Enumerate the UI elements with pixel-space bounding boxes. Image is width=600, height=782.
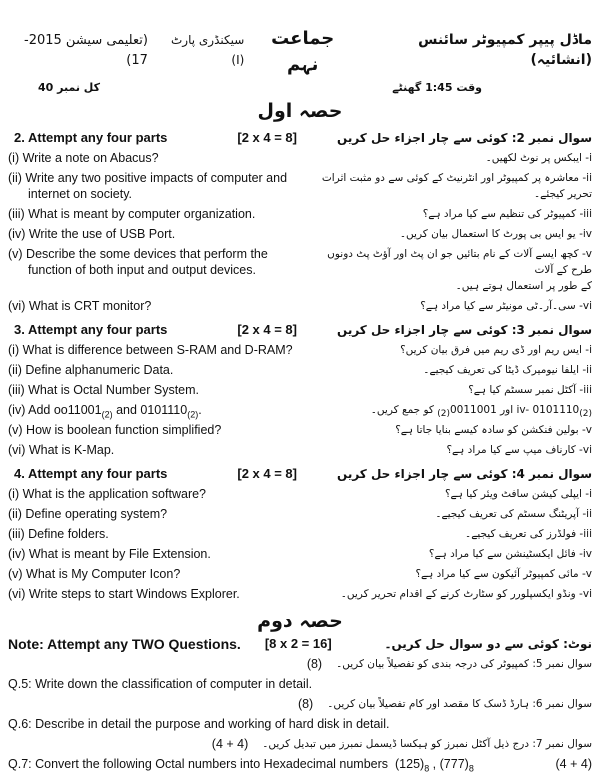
- class-label: جماعت نہم: [271, 28, 335, 75]
- q3-block: [8, 320, 592, 460]
- q3-item-en-cell: [8, 442, 296, 458]
- q3-item-ur: v- بولین فنکشن کو سادہ کیسے بنایا جاتا ہے؟: [395, 424, 592, 436]
- q2-item-ur-cell: [304, 206, 592, 222]
- q2-marks: [2 x 4 = 8]: [237, 130, 297, 145]
- q3-item-en-cell: [8, 342, 296, 358]
- q4-item-en-cell: [8, 586, 296, 602]
- q4-item-ur: i- ایپلی کیشن سافٹ ویئر کیا ہے؟: [444, 488, 592, 500]
- q4-heading-ur: سوال نمبر 4: کوئی سے چار اجزاء حل کریں: [337, 467, 592, 481]
- part1-title: حصہ اول: [257, 100, 343, 122]
- q3-item-en-cell: [8, 382, 296, 398]
- q3-item-row: [8, 360, 592, 380]
- q4-item-ur: v- مائی کمپیوٹر آئیکون سے کیا مراد ہے؟: [415, 568, 592, 580]
- q4-heading-en-group: [8, 466, 301, 482]
- q4-item-en-cell: [8, 566, 296, 582]
- q4-item-en-cell: [8, 526, 296, 542]
- q4-item-en: (iii) Define folders.: [8, 527, 109, 541]
- q3-item-en: (iii) What is Octal Number System.: [8, 383, 200, 397]
- q7-ur-row: [8, 734, 592, 754]
- q3-item-en-cell: [8, 402, 296, 418]
- q2-item-en: (ii) Write any two positive impacts of computer and: [8, 171, 288, 185]
- q3-item-en: (i) What is difference between S-RAM and D-RAM?: [8, 343, 293, 357]
- q4-block: [8, 464, 592, 604]
- q3-item-ur-cell: [304, 422, 592, 438]
- q2-item-row: [8, 244, 592, 296]
- q4-marks: [2 x 4 = 8]: [237, 466, 297, 481]
- q4-heading-row: [8, 464, 592, 484]
- note-en-group: [8, 636, 376, 652]
- q4-item-en-cell: [8, 546, 296, 562]
- header-row-2: [8, 78, 592, 98]
- q4-item-row: [8, 544, 592, 564]
- q2-item-en-cell: [8, 246, 296, 278]
- q7-base-1: 8: [424, 763, 430, 774]
- q2-item-ur: v- کچھ ایسے آلات کے نام بتائیں جو ان پٹ اور آؤٹ پٹ دونوں طرح کے آلات: [327, 248, 592, 276]
- q3-item-ur-cell: [304, 402, 592, 418]
- q2-item-row: [8, 168, 592, 204]
- part-label: سیکنڈری پارٹ (I): [171, 33, 245, 67]
- q2-item-en-cont: function of both input and output devices.: [28, 263, 256, 277]
- q2-item-ur-cell: [304, 170, 592, 202]
- q7-number-1: (125): [395, 757, 425, 771]
- q3-item-en-cell: [8, 422, 296, 438]
- q3-item-ur-cell: [304, 382, 592, 398]
- q2-item-en-cell: [8, 170, 296, 202]
- q4-item-en: (vi) Write steps to start Windows Explorer.: [8, 587, 240, 601]
- note-row: [8, 634, 592, 654]
- header-row-1: [8, 26, 592, 78]
- part2-title: حصہ دوم: [257, 610, 343, 632]
- paper-title: ماڈل پیپر کمپیوٹر سائنس (انشائیہ): [418, 32, 592, 68]
- q6-en-row: [8, 714, 592, 734]
- q2-item-row: [8, 224, 592, 244]
- q5-ur-row: [8, 654, 592, 674]
- q3-heading-row: [8, 320, 592, 340]
- q3-item-row: [8, 380, 592, 400]
- q4-item-en-cell: [8, 486, 296, 502]
- q7-text: Q.7: Convert the following Octal numbers into Hexadecimal numbers: [8, 757, 389, 771]
- q3-item-en-cell: [8, 362, 296, 378]
- q2-item-ur-cell: [304, 298, 592, 314]
- q7-en: Q.7: Convert the following Octal numbers into Hexadecimal numbers $(125)_8$ , $(777)_8$: [8, 757, 474, 774]
- q2-heading-en-group: [8, 130, 301, 146]
- q6-marks: (8): [297, 697, 314, 711]
- q3-item-en: (ii) Define alphanumeric Data.: [8, 363, 174, 377]
- q4-item-ur: vi- ونڈو ایکسپلورر کو سٹارٹ کرنے کے اقدام تحریر کریں۔: [340, 588, 592, 600]
- q4-item-ur-cell: [304, 506, 592, 522]
- q7-number-2: (777): [439, 757, 469, 771]
- q3-item-ur: i- ایس ریم اور ڈی ریم میں فرق بیان کریں؟: [400, 344, 592, 356]
- q3-item-en: (vi) What is K-Map.: [8, 443, 115, 457]
- q3-item-ur: iv- $0101110_{(2)}$ اور $0011001_{(2)}$ کو جمع کریں۔: [370, 404, 592, 420]
- q5-en: Q.5: Write down the classification of computer in detail.: [8, 677, 313, 691]
- q3-heading-ur: سوال نمبر 3: کوئی سے چار اجزاء حل کریں: [337, 323, 592, 337]
- q4-item-row: [8, 504, 592, 524]
- q4-item-ur-cell: [304, 486, 592, 502]
- q5-en-row: [8, 674, 592, 694]
- q2-item-en-cont: internet on society.: [28, 187, 132, 201]
- q2-item-ur-cell: [304, 150, 592, 166]
- q2-item-row: [8, 204, 592, 224]
- q4-item-row: [8, 524, 592, 544]
- q3-item-row: [8, 420, 592, 440]
- q4-item-ur-cell: [304, 546, 592, 562]
- q7-marks: (4 + 4): [555, 757, 592, 771]
- q2-item-en: (i) Write a note on Abacus?: [8, 151, 159, 165]
- q4-item-ur-cell: [304, 526, 592, 542]
- q2-item-en-cell: [8, 206, 296, 222]
- q2-item-ur-cont: کے طور پر استعمال ہوتے ہیں۔: [455, 280, 592, 292]
- q2-heading: 2. Attempt any four parts: [14, 130, 168, 145]
- q3-heading: 3. Attempt any four parts: [14, 322, 168, 337]
- q3-item-ur-cell: [304, 442, 592, 458]
- q3-item-row: [8, 440, 592, 460]
- q2-heading-row: [8, 128, 592, 148]
- q3-item-row: [8, 400, 592, 420]
- q3-item-en: (v) How is boolean function simplified?: [8, 423, 222, 437]
- q2-item-en-cell: [8, 150, 296, 166]
- total-marks-label: کل نمبر 40: [38, 81, 101, 94]
- q3-item-ur: vi- کارناف میپ سے کیا مراد ہے؟: [446, 444, 592, 456]
- q7-marks-ur: (4 + 4): [211, 737, 249, 751]
- q7-ur: سوال نمبر 7: درج ذیل آکٹل نمبرز کو ہیکسا ڈیسمل نمبرز میں تبدیل کریں۔: [262, 738, 592, 750]
- q3-item-ur-cell: [304, 362, 592, 378]
- q3-marks: [2 x 4 = 8]: [237, 322, 297, 337]
- q2-item-ur: ii- معاشرہ پر کمپیوٹر اور انٹرنیٹ کے کوئی سے دو مثبت اثرات تحریر کیجئے۔: [321, 172, 592, 200]
- q6-ur-row: [8, 694, 592, 714]
- q2-item-ur: iii- کمپیوٹر کی تنظیم سے کیا مراد ہے؟: [422, 208, 592, 220]
- q2-item-row: [8, 148, 592, 168]
- q4-item-en-cell: [8, 506, 296, 522]
- note-ur: نوٹ: کوئی سے دو سوال حل کریں۔: [384, 637, 592, 651]
- q4-item-en: (iv) What is meant by File Extension.: [8, 547, 211, 561]
- q3-item-en: (iv) Add $oo11001_{(2)}$ and $0101110_{(2)}$.: [8, 403, 202, 420]
- q4-item-ur-cell: [304, 586, 592, 602]
- q2-item-en: (v) Describe the some devices that perform the: [8, 247, 268, 261]
- q4-item-en: (ii) Define operating system?: [8, 507, 168, 521]
- time-label: وقت 1:45 گھنٹے: [392, 81, 482, 94]
- q3-item-ur: ii- ایلفا نیومیرک ڈیٹا کی تعریف کیجیے۔: [423, 364, 592, 376]
- q4-item-en: (i) What is the application software?: [8, 487, 207, 501]
- q4-item-row: [8, 564, 592, 584]
- q2-item-en: (iv) Write the use of USB Port.: [8, 227, 176, 241]
- q5-marks: (8): [306, 657, 323, 671]
- q2-item-row: [8, 296, 592, 316]
- q4-item-ur: iii- فولڈرز کی تعریف کیجیے۔: [465, 528, 592, 540]
- q2-heading-ur: سوال نمبر 2: کوئی سے چار اجزاء حل کریں: [337, 131, 592, 145]
- q4-heading: 4. Attempt any four parts: [14, 466, 168, 481]
- session-label: (تعلیمی سیشن 2015-17): [24, 33, 148, 68]
- q4-item-en: (v) What is My Computer Icon?: [8, 567, 181, 581]
- q4-item-row: [8, 484, 592, 504]
- note-en: Note: Attempt any TWO Questions.: [8, 636, 241, 652]
- q4-item-ur-cell: [304, 566, 592, 582]
- q3-item-row: [8, 340, 592, 360]
- q7-en-row: [8, 754, 592, 774]
- q2-item-ur: iv- یو ایس بی پورٹ کا استعمال بیان کریں۔: [399, 228, 592, 240]
- q2-item-ur: i- ایبکس پر نوٹ لکھیں۔: [485, 152, 592, 164]
- short-questions: [8, 128, 592, 604]
- q7-base-2: 8: [468, 763, 474, 774]
- q3-item-ur: iii- آکٹل نمبر سسٹم کیا ہے؟: [468, 384, 592, 396]
- q2-item-en: (vi) What is CRT monitor?: [8, 299, 152, 313]
- q2-block: [8, 128, 592, 316]
- q3-heading-en-group: [8, 322, 301, 338]
- note-marks: [8 x 2 = 16]: [264, 636, 332, 651]
- q6-ur: سوال نمبر 6: ہارڈ ڈسک کا مقصد اور کام تفصیلاً بیان کریں۔: [327, 698, 592, 710]
- q6-en: Q.6: Describe in detail the purpose and working of hard disk in detail.: [8, 717, 390, 731]
- q2-item-ur-cell: [304, 246, 592, 294]
- q4-item-row: [8, 584, 592, 604]
- q5-ur: سوال نمبر 5: کمپیوٹر کی درجہ بندی کو تفصیلاً بیان کریں۔: [336, 658, 592, 670]
- q2-item-ur: vi- سی۔آر۔ٹی مونیٹر سے کیا مراد ہے؟: [420, 300, 592, 312]
- class-group: [158, 26, 351, 78]
- q4-item-ur: iv- فائل ایکسٹینشن سے کیا مراد ہے؟: [428, 548, 592, 560]
- q2-item-ur-cell: [304, 226, 592, 242]
- q2-item-en: (iii) What is meant by computer organization.: [8, 207, 256, 221]
- q2-item-en-cell: [8, 226, 296, 242]
- q3-item-ur-cell: [304, 342, 592, 358]
- q4-item-ur: ii- آپریٹنگ سسٹم کی تعریف کیجیے۔: [435, 508, 592, 520]
- q2-item-en-cell: [8, 298, 296, 314]
